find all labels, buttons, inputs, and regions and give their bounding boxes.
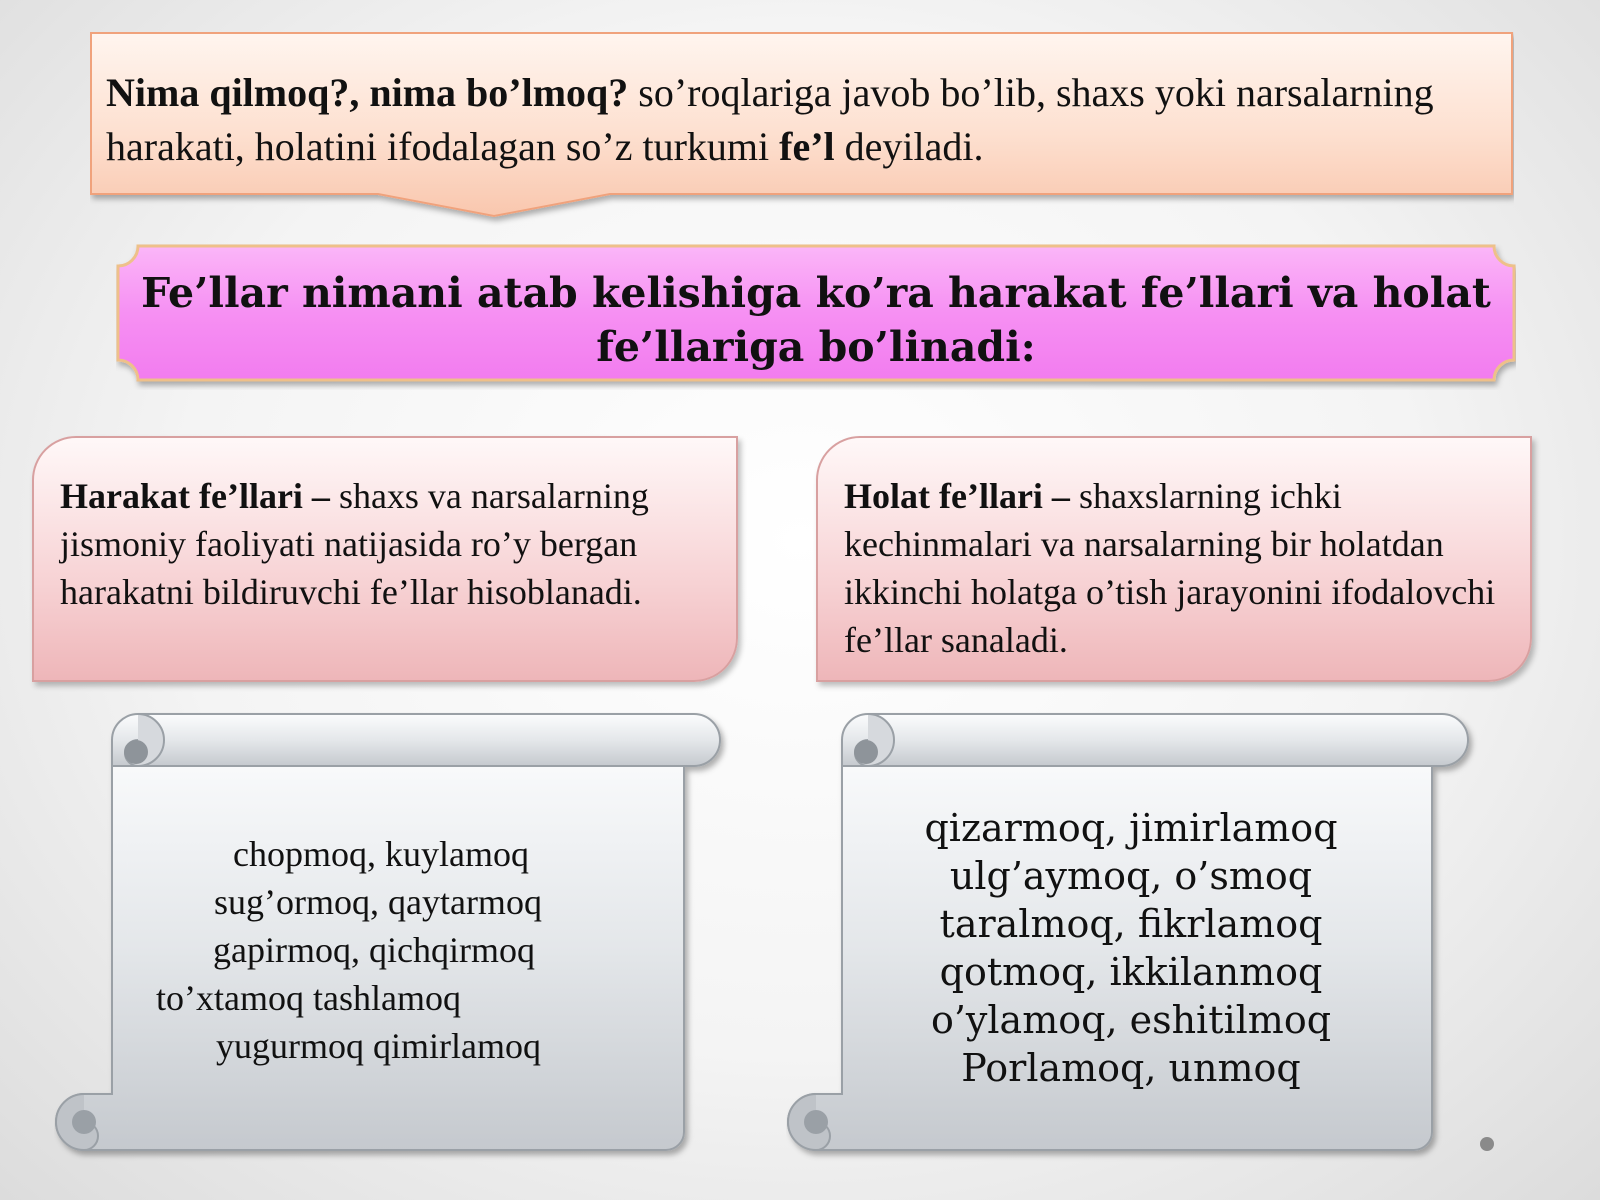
slide-dot-icon [1480,1137,1494,1151]
list-item: gapirmoq, qichqirmoq [213,930,535,970]
heading-banner [116,244,1516,390]
list-item: qotmoq, ikkilanmoq [939,950,1323,994]
definition-bold-lead: Nima qilmoq?, nima bo’lmoq? [106,70,629,115]
action-verbs-term: Harakat fe’llari – [60,476,330,516]
state-verbs-card [816,436,1532,682]
list-item: taralmoq, fikrlamoq [939,902,1323,946]
definition-text-part2: deyiladi. [834,124,984,169]
state-verbs-scroll [786,712,1492,1164]
state-verbs-text: shaxslarning ichki kechinmalari va narsalarning bir holatdan ikkinchi holatga o’tish jarayonini ifodalovchi fe’llar sanaladi. [844,476,1496,660]
list-item: o’ylamoq, eshitilmoq [930,998,1332,1042]
definition-callout [90,32,1514,252]
list-item: ulg’aymoq, o’smoq [949,854,1313,898]
list-item: chopmoq, kuylamoq [233,834,529,874]
definition-text [106,66,1486,174]
state-verbs-definition [844,472,1510,664]
definition-text-part1: so’roqlariga javob bo’lib, shaxs yoki narsalarning harakati, holatini ifodalagan so’z turkumi [106,70,1434,169]
action-verbs-list [54,830,674,1070]
list-item: Porlamoq, unmoq [961,1046,1301,1090]
list-item: to’xtamoq tashlamoq [156,978,461,1018]
state-verbs-term: Holat fe’llari – [844,476,1070,516]
list-item: yugurmoq qimirlamoq [216,1026,541,1066]
state-verbs-list [786,804,1476,1092]
definition-bold-term: fe’l [779,124,835,169]
action-verbs-text: shaxs va narsalarning jismoniy faoliyati natijasida ro’y bergan harakatni bildiruvchi fe’llar hisoblanadi. [60,476,649,612]
action-verbs-scroll [54,712,744,1164]
list-item: qizarmoq, jimirlamoq [924,806,1338,850]
action-verbs-card [32,436,738,682]
action-verbs-definition [60,472,716,616]
list-item: sug’ormoq, qaytarmoq [214,882,542,922]
heading-title: Fe’llar nimani atab kelishiga ko’ra harakat fe’llari va holat fe’llariga bo’linadi: [141,269,1491,371]
